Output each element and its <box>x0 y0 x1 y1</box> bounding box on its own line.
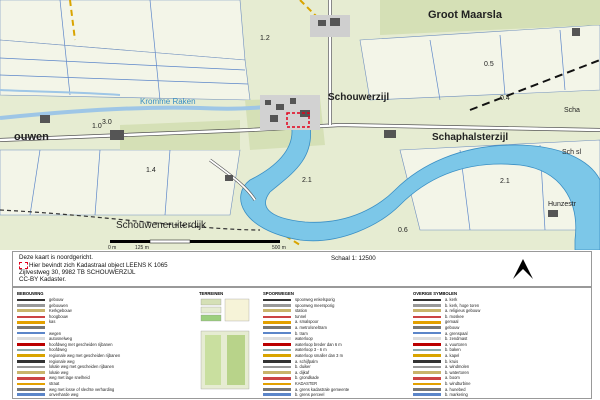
legend-col-2 <box>199 291 259 398</box>
legend-label: waterloop breder dan 6 m <box>295 341 342 347</box>
terrain-swatches <box>199 297 255 393</box>
legend-symbol-icon <box>263 337 291 340</box>
label-schaph: Sch sl <box>562 149 582 156</box>
legend-label: a. metro/sneltram <box>295 324 327 330</box>
legend-symbol-icon <box>17 377 45 380</box>
legend-label: wegen <box>49 330 62 336</box>
legend-symbol-icon <box>263 393 291 396</box>
legend-symbol-icon <box>263 332 291 334</box>
legend-label: b. grens perceel <box>295 392 325 398</box>
legend-label: gebouwen <box>49 302 68 308</box>
legend-symbol-icon <box>263 309 291 312</box>
legend-label: hoofdweg met gescheiden rijbanen <box>49 341 113 347</box>
legend-label: kas <box>49 319 56 325</box>
label-schaphalsterzijl: Schaphalsterzijl <box>432 132 509 143</box>
legend-row <box>263 392 413 398</box>
legend-label: a. smalspoor <box>295 319 319 325</box>
legend-label: autosnelweg <box>49 336 72 342</box>
legend-col-5 <box>413 291 583 398</box>
legend-heading: SPOORWEGEN <box>263 291 294 296</box>
legend-symbol-icon <box>413 326 441 329</box>
legend-label: b. tram <box>295 330 308 336</box>
legend-label: b. moskee <box>445 313 464 319</box>
legend-label: a. dijkaf <box>295 369 310 375</box>
legend-symbol-icon <box>413 354 441 357</box>
legend-label: a. religieus gebouw <box>445 308 481 314</box>
address-line: Zijlvestweg 30, 9982 TB SCHOUWERZIJL <box>19 269 136 276</box>
label-schouwerzijl: Schouwerzijl <box>328 92 390 103</box>
legend-symbol-icon <box>413 366 441 368</box>
legend-label: spoorweg meersporig <box>295 302 335 308</box>
legend-symbol-icon <box>17 383 45 385</box>
spot-height: 1.2 <box>260 35 270 42</box>
legend-label: KADASTER <box>295 380 318 386</box>
legend-symbol-icon <box>413 388 441 391</box>
legend-symbol-icon <box>17 321 45 324</box>
legend-label: gemaal <box>445 319 459 325</box>
legend-symbol-icon <box>413 316 441 318</box>
legend-symbol-icon <box>263 304 291 307</box>
legend-symbol-icon <box>17 309 45 312</box>
legend-symbol-icon <box>413 304 441 307</box>
legend-symbol-icon <box>17 393 45 396</box>
legend-label: lokale weg <box>49 369 69 375</box>
legend-symbol-icon <box>17 299 45 301</box>
legend-symbol-icon <box>413 309 441 312</box>
kadaster-object-line: Hier bevindt zich Kadastraal object LEENS K 1065 <box>29 262 168 269</box>
legend-symbol-icon <box>17 366 45 368</box>
legend-symbol-icon <box>413 343 441 346</box>
legend-label: gebouw <box>445 324 460 330</box>
legend-label: station <box>295 308 308 314</box>
label-scha: Scha <box>564 107 580 114</box>
legend-symbol-icon <box>17 332 45 334</box>
legend-symbol-icon <box>17 349 45 351</box>
legend-label: waterloop smaller dan 3 m <box>295 352 344 358</box>
svg-text:500 m: 500 m <box>272 245 286 250</box>
legend-label: a. kapel <box>445 352 460 358</box>
legend-label: b. zendmast <box>445 336 468 342</box>
legend-symbol-icon <box>17 354 45 357</box>
legend-label: Kerkgebouw <box>49 308 72 314</box>
legend-symbol-icon <box>263 371 291 374</box>
map-legend <box>12 287 592 399</box>
label-schouweneruiterdijk: Schouweneruiterdijk <box>116 220 207 231</box>
legend-col-4 <box>263 291 413 398</box>
legend-symbol-icon <box>413 360 441 363</box>
legend-heading: TERREINEN <box>199 291 224 296</box>
legend-label: weg met lage snelheid <box>49 375 90 381</box>
legend-symbol-icon <box>413 321 441 324</box>
legend-label: a. schijfpalm <box>295 358 318 364</box>
legend-heading: OVERIGE SYMBOLEN <box>413 291 457 296</box>
legend-label: b. kruis <box>445 358 459 364</box>
legend-symbol-icon <box>263 383 291 385</box>
svg-text:125 m: 125 m <box>135 245 149 250</box>
legend-label: a. vuurtoren <box>445 341 467 347</box>
legend-label: a. hunebed <box>445 386 466 392</box>
license-line: CC-BY Kadaster. <box>19 276 67 283</box>
label-groot-maarslag: Groot Maarsla <box>428 9 502 21</box>
legend-symbol-icon <box>263 343 291 346</box>
legend-symbol-icon <box>17 337 45 340</box>
map-info-panel <box>12 251 592 287</box>
legend-label: b. baken <box>445 347 461 353</box>
legend-symbol-icon <box>17 388 45 391</box>
legend-label: tunnel <box>295 313 307 319</box>
legend-label: regionale weg <box>49 358 75 364</box>
spot-height: 1.0 <box>92 123 102 130</box>
legend-heading: BEBOUWING <box>17 291 44 296</box>
legend-symbol-icon <box>263 388 291 391</box>
legend-label: hoogbouw <box>49 313 68 319</box>
spot-height: 1.4 <box>146 167 156 174</box>
spot-height: 0.6 <box>398 227 408 234</box>
legend-symbol-icon <box>17 371 45 374</box>
legend-symbol-icon <box>413 299 441 301</box>
legend-label: b. watertoren <box>445 369 469 375</box>
label-kromme-raken: Kromme Raken <box>140 97 196 106</box>
kadaster-marker-icon <box>19 262 28 269</box>
spot-height: 0.5 <box>484 61 494 68</box>
legend-label: b. markering <box>445 392 468 398</box>
legend-label: straat <box>49 380 60 386</box>
legend-label: a. windmolen <box>445 364 470 370</box>
legend-label: weg met losse of slechte verharding <box>49 386 115 392</box>
legend-symbol-icon <box>263 316 291 318</box>
legend-label: gebouw <box>49 297 64 302</box>
spot-height: 3.0 <box>102 119 112 126</box>
legend-symbol-icon <box>17 326 45 329</box>
legend-label: regionale weg met gescheiden rijbanen <box>49 352 121 358</box>
legend-symbol-icon <box>263 321 291 324</box>
legend-label: waterloop 3 - 6 m <box>295 347 327 353</box>
legend-symbol-icon <box>263 326 291 329</box>
legend-symbol-icon <box>413 349 441 351</box>
legend-symbol-icon <box>263 377 291 380</box>
spot-height: 2.1 <box>302 177 312 184</box>
legend-symbol-icon <box>413 332 441 334</box>
legend-symbol-icon <box>263 366 291 368</box>
label-schouwen: ouwen <box>14 131 49 143</box>
label-hunzestr: Hunzestr <box>548 201 577 208</box>
legend-label: a. grenspaal <box>445 330 468 336</box>
legend-label: a. grens kadastrale gemeente <box>295 386 350 392</box>
legend-row <box>17 392 197 398</box>
spot-height: 0.4 <box>500 95 510 102</box>
legend-symbol-icon <box>17 316 45 318</box>
legend-symbol-icon <box>263 354 291 357</box>
legend-symbol-icon <box>263 360 291 363</box>
legend-label: onverharde weg <box>49 392 79 398</box>
legend-symbol-icon <box>413 337 441 340</box>
svg-text:0 m: 0 m <box>108 245 117 250</box>
legend-symbol-icon <box>413 377 441 380</box>
legend-label: lokale weg met gescheiden rijbanen <box>49 364 115 370</box>
legend-col-1 <box>17 291 197 398</box>
north-note: Deze kaart is noordgericht. <box>19 254 93 261</box>
legend-symbol-icon <box>413 393 441 396</box>
scale-label: Schaal 1: 12500 <box>331 255 376 262</box>
legend-symbol-icon <box>17 343 45 346</box>
legend-label: a. kerk <box>445 297 458 302</box>
legend-label: a. boom <box>445 375 460 381</box>
legend-label: b. grondkade <box>295 375 319 381</box>
spot-height: 2.1 <box>500 178 510 185</box>
north-arrow-icon <box>511 257 535 281</box>
legend-row <box>413 392 583 398</box>
legend-label: b. kerk, hoge toren <box>445 302 480 308</box>
legend-symbol-icon <box>17 360 45 363</box>
legend-symbol-icon <box>263 349 291 351</box>
legend-symbol-icon <box>263 299 291 301</box>
legend-symbol-icon <box>17 304 45 307</box>
legend-symbol-icon <box>413 383 441 385</box>
legend-label: hoofdweg <box>49 347 67 353</box>
legend-label: spoorweg enkelsporig <box>295 297 335 302</box>
legend-label: waterloop <box>295 336 313 342</box>
legend-symbol-icon <box>413 371 441 374</box>
legend-label: b. duiker <box>295 364 311 370</box>
legend-label: b. windturbine <box>445 380 471 386</box>
